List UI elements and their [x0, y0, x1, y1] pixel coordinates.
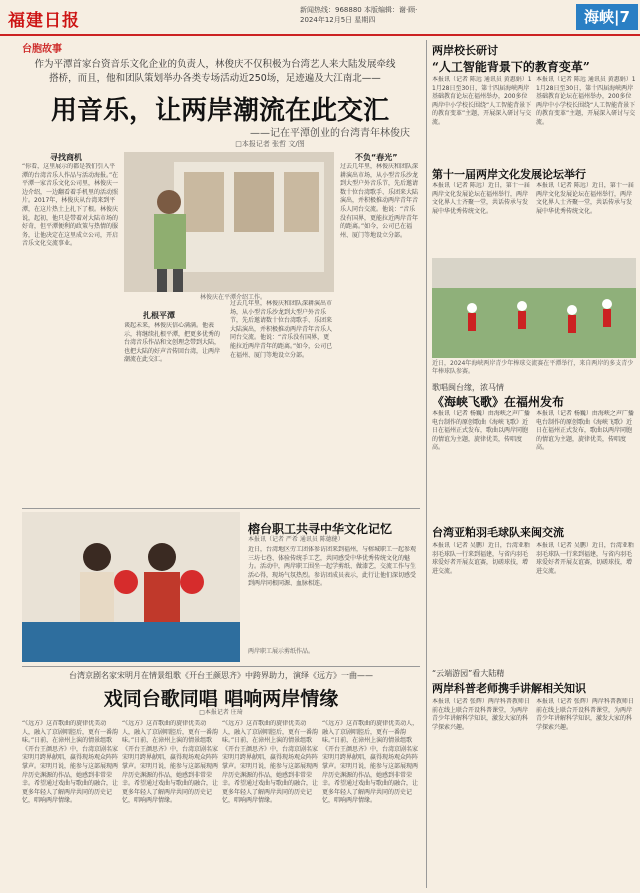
section-tag: 台胞故事 — [22, 44, 62, 55]
main-body-col1: “你看，这里展示的都是我们引入平潭的台湾音乐人作品与活动海报。”在平潭一家音乐文化公司里，林俊庆一边介绍，一边翻看着手机里的活动照片。2017年，林俊庆从台湾来到平潭，在这片热土上扎下了根。林俊庆说，起初，他只是带着对大陆市场的好奇，但平潭便利的政策与热情的服务，让他决定在这里成立公司，开启音乐文化交流事业。 — [22, 163, 119, 248]
feature3-byline: □本报记者 庄琦 — [199, 709, 243, 716]
right-b4-col1: 本报讯（记者 吴鹏）近日，台湾亚粕羽毛球队一行来到福建，与省内羽毛球爱好者开展友谊赛，切磋球技，增进交流。 — [432, 542, 530, 575]
right-b1-col1: 本报讯（记者 陈远 通讯员 黄惠娟）11月28日至30日，第十四届海峡两岸基础教育论坛在福州举办，200多位两岸中小学校长围绕“人工智能背景下的教育变革”主题，开展深入研讨与交流。 — [432, 76, 532, 126]
right-h1: 两岸校长研讨 — [432, 44, 498, 57]
masthead-info-line1: 新闻热线：968880 本版编辑：谢·顾· — [300, 6, 418, 14]
column-divider — [426, 40, 427, 888]
right-h2: 第十一届两岸文化发展论坛举行 — [432, 168, 586, 181]
page-tag: 海峡|7 — [576, 4, 638, 30]
right-h1b: “人工智能背景下的教育变革” — [432, 60, 590, 74]
right-h3: 《海峡飞歌》在福州发布 — [432, 395, 565, 409]
divider-2 — [22, 666, 420, 667]
right-photo-caption: 近日，2024年海峡两岸青少年棒球交流赛在平潭举行，来自两岸的多支青少年棒球队参赛。 — [432, 360, 634, 375]
masthead-info-line2: 2024年12月5日 星期四 — [300, 16, 376, 24]
feature2-photo-caption: 两岸职工展示剪纸作品。 — [248, 648, 315, 655]
main-photo-art — [124, 152, 334, 292]
right-h4: 台湾亚粕羽毛球队来闽交流 — [432, 526, 564, 539]
feature2-byline: 本报讯（记者 严希 通讯员 陈德健） — [248, 536, 344, 543]
right-b2-col2: 本报讯（记者 陈远）近日，第十一届两岸文化发展论坛在福州举行，两岸文化界人士齐聚一堂，共话传承与发展中华优秀传统文化。 — [536, 182, 634, 215]
right-b3-col1: 本报讯（记者 杨巍）由海峡之声广播电台制作的原创歌曲《海峡飞歌》近日在福州正式发布，歌曲以两岸同胞的情谊为主题，旋律优美，传唱度高。 — [432, 410, 530, 452]
feature2-photo — [22, 512, 240, 662]
feature2-body: 近日，台湾地区劳工团体参访团来到福州，与榕城职工一起参观三坊七巷、体验传统手工艺，共同感受中华优秀传统文化的魅力。活动中，两岸职工围坐一起学剪纸、做漆艺，交流工作与生活心得，现场气氛热烈。参访团成员表示，此行让他们深切感受到两岸同根同源、血脉相连。 — [248, 546, 417, 588]
main-subhead-2: 不负“春光” — [355, 153, 398, 162]
main-subhead-3: 扎根平潭 — [143, 311, 175, 320]
newspaper-logo: 福建日报 — [8, 11, 80, 31]
main-body-col3: 过去几年里，林俊庆和团队深耕演出市场，从小型音乐沙龙到大型户外音乐节，先后邀请数十位台湾歌手、乐团来大陆演出，并积极推动两岸青年音乐人同台交流。他说：“音乐没有国界，更能拉近两岸青年的距离。”如今，公司已在福州、厦门等地设立分部。 — [230, 300, 333, 359]
masthead-info — [300, 5, 570, 25]
right-b5-col2: 本报讯（记者 张辉）两岸科普教师日前在线上联合开设科普课堂，为两岸青少年讲解科学知识，激发大家的科学探索兴趣。 — [536, 698, 634, 731]
main-headline: 用音乐，让两岸潮流在此交汇 — [50, 96, 389, 126]
right-b1-col2: 本报讯（记者 陈远 通讯员 黄惠娟）11月28日至30日，第十四届海峡两岸基础教育论坛在福州举办，200多位两岸中小学校长围绕“人工智能背景下的教育变革”主题，开展深入研讨与交流。 — [536, 76, 636, 126]
right-b5-col1: 本报讯（记者 张辉）两岸科普教师日前在线上联合开设科普课堂，为两岸青少年讲解科学知识，激发大家的科学探索兴趣。 — [432, 698, 530, 731]
feature3-lead: 台湾京剧名家宋明月在情景组歌《开台王颜思齐》中跨界助力，演绎《远方》一曲—— — [69, 671, 373, 680]
right-b4-col2: 本报讯（记者 吴鹏）近日，台湾亚粕羽毛球队一行来到福建，与省内羽毛球爱好者开展友谊赛，切磋球技，增进交流。 — [536, 542, 634, 575]
feature2-headline: 榕台职工共寻中华文化记忆 — [248, 522, 393, 536]
main-body-col4: 过去几年里，林俊庆和团队深耕演出市场，从小型音乐沙龙到大型户外音乐节，先后邀请数十位台湾歌手、乐团来大陆演出，并积极推动两岸青年音乐人同台交流。他说：“音乐没有国界，更能拉近两岸青年的距离。”如今，公司已在福州、厦门等地设立分部。 — [340, 163, 419, 239]
right-b2-col1: 本报讯（记者 陈远）近日，第十一届两岸文化发展论坛在福州举行，两岸文化界人士齐聚一堂，共话传承与发展中华优秀传统文化。 — [432, 182, 530, 215]
right-h3a: 歌唱闽台缘，浓马情 — [432, 383, 504, 392]
right-photo-art — [432, 258, 636, 358]
main-photo-caption: 林俊庆在平潭介绍工作。 — [200, 294, 267, 301]
main-subheadline: ——记在平潭创业的台湾青年林俊庆 — [250, 128, 410, 139]
feature3-body-col1: “《远方》这首歌曲的旋律优美动人，融入了京剧唱腔后，更有一番韵味。”日前，在漳州上演的情景组歌《开台王颜思齐》中，台湾京剧名家宋明月跨界献唱，赢得现场观众阵阵掌声。宋明月说，能参与这部展现两岸历史渊源的作品，她感到非常荣幸。希望通过戏曲与歌曲的融合，让更多年轻人了解两岸共同的历史记忆，唱响两岸情缘。 — [22, 720, 118, 805]
feature3-headline: 戏同台歌同唱 唱响两岸情缘 — [103, 688, 339, 710]
divider-1 — [22, 508, 420, 509]
main-subhead-1: 寻找商机 — [50, 153, 82, 162]
main-photo — [124, 152, 334, 292]
main-byline: □本报记者 张哲 文/图 — [235, 140, 305, 148]
feature3-body-col2: “《远方》这首歌曲的旋律优美动人，融入了京剧唱腔后，更有一番韵味。”日前，在漳州上演的情景组歌《开台王颜思齐》中，台湾京剧名家宋明月跨界献唱，赢得现场观众阵阵掌声。宋明月说，能参与这部展现两岸历史渊源的作品，她感到非常荣幸。希望通过戏曲与歌曲的融合，让更多年轻人了解两岸共同的历史记忆，唱响两岸情缘。 — [122, 720, 218, 805]
feature3-body-col3: “《远方》这首歌曲的旋律优美动人，融入了京剧唱腔后，更有一番韵味。”日前，在漳州上演的情景组歌《开台王颜思齐》中，台湾京剧名家宋明月跨界献唱，赢得现场观众阵阵掌声。宋明月说，能参与这部展现两岸历史渊源的作品，她感到非常荣幸。希望通过戏曲与歌曲的融合，让更多年轻人了解两岸共同的历史记忆，唱响两岸情缘。 — [222, 720, 318, 805]
right-h5a: “云端游园”看大陆精 — [432, 669, 505, 678]
right-h5: 两岸科普老师携手讲解相关知识 — [432, 682, 586, 695]
right-b3-col2: 本报讯（记者 杨巍）由海峡之声广播电台制作的原创歌曲《海峡飞歌》近日在福州正式发布，歌曲以两岸同胞的情谊为主题，旋律优美，传唱度高。 — [536, 410, 634, 452]
main-lead: 作为平潭首家台资音乐文化企业的负责人，林俊庆不仅积极为台湾艺人来大陆发展牵线搭桥，而且，他和团队策划举办各类专场活动近250场，足迹遍及大江南北—— — [34, 59, 396, 84]
main-body-col2: 谈起未来，林俊庆信心满满。他表示，将继续扎根平潭，把更多优秀的台湾音乐作品和文创理念带到大陆，也把大陆的好声音传回台湾，让两岸潮流在此交汇。 — [124, 322, 221, 364]
feature2-photo-art — [22, 512, 240, 662]
right-photo — [432, 258, 636, 358]
feature3-body-col4: “《远方》这首歌曲的旋律优美动人，融入了京剧唱腔后，更有一番韵味。”日前，在漳州上演的情景组歌《开台王颜思齐》中，台湾京剧名家宋明月跨界献唱，赢得现场观众阵阵掌声。宋明月说，能参与这部展现两岸历史渊源的作品，她感到非常荣幸。希望通过戏曲与歌曲的融合，让更多年轻人了解两岸共同的历史记忆，唱响两岸情缘。 — [322, 720, 419, 805]
